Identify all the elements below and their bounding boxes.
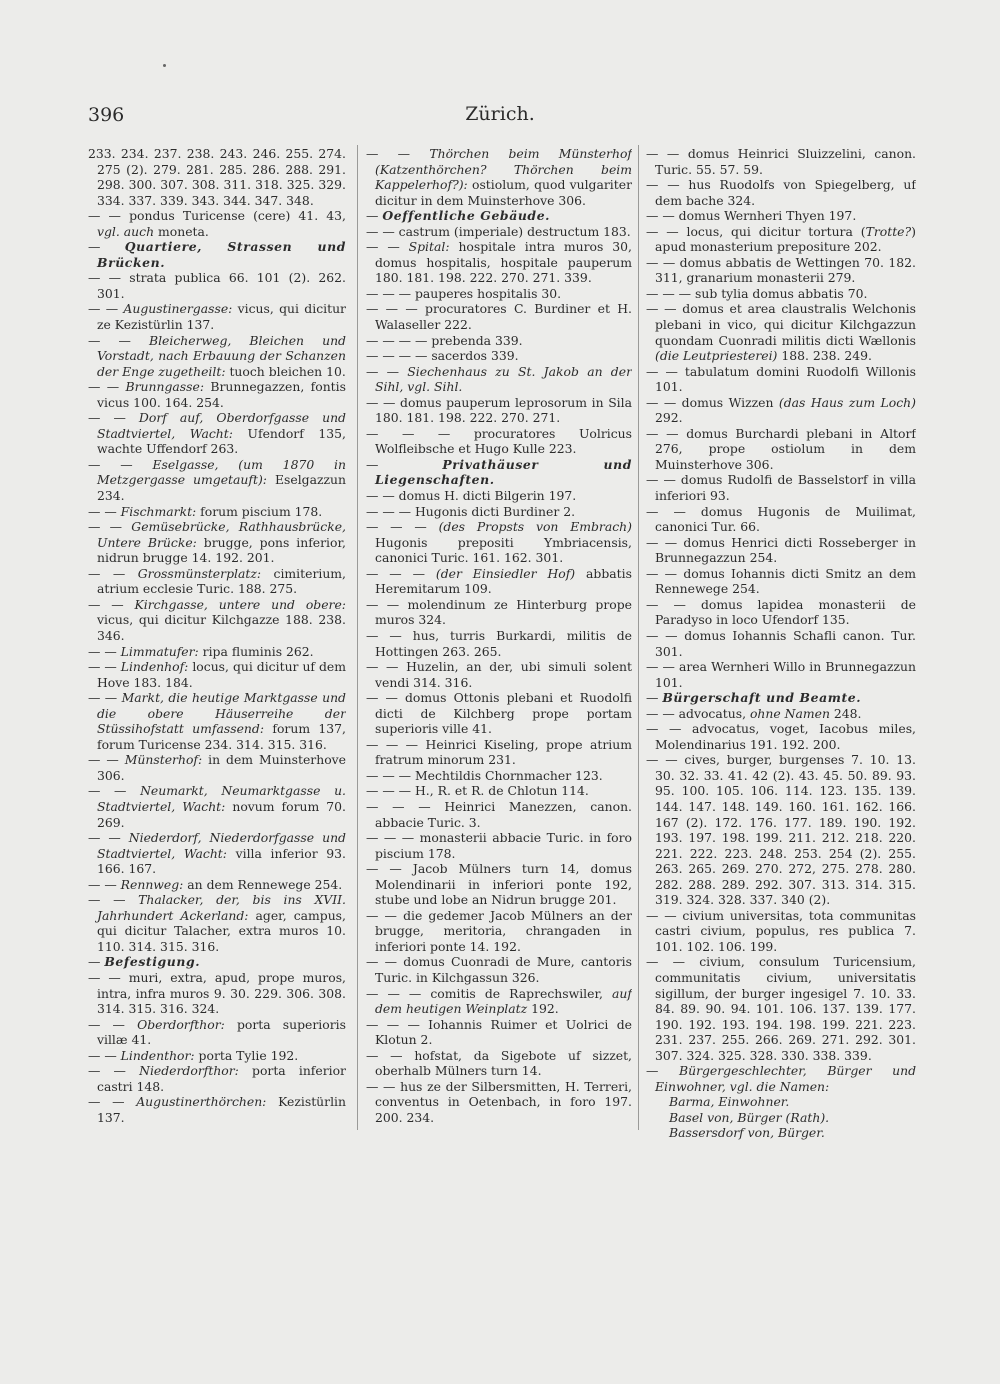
- entry-text: — — — Heinrici Kiseling, prope atrium fratrum minorum 231.: [366, 736, 632, 768]
- entry-text: abbatis Heremitarum 109.: [375, 565, 632, 597]
- column-divider: [357, 145, 358, 1130]
- index-entry: [646, 721, 916, 752]
- entry-text: — — — sub tylia domus abbatis 70.: [646, 285, 868, 301]
- entry-text: — — civium, consulum Turicensium, communitatis civium, universitatis sigillum, der burger ingesigel 7. 10. 33. 84. 89. 90. 94. 101. 106. 137. 139. 177. 190. 192. 193. 194. 198. 199. 221. 223. 231. 237. 255. 266. 269. 271. 292. 301. 307. 324. 325. 328. 330. 338. 339.: [646, 954, 916, 1063]
- entry-text: porta Tylie 192.: [194, 1047, 299, 1063]
- entry-text: locus, qui dicitur uf dem Hove 183. 184.: [97, 659, 346, 690]
- index-column-3: [646, 146, 916, 1146]
- index-entry: [366, 908, 632, 955]
- entry-text: — — domus Iohannis dicti Smitz an dem Rennewege 254.: [646, 565, 916, 597]
- entry-text: Limmatufer:: [120, 643, 199, 659]
- entry-text: — —: [88, 830, 129, 846]
- index-entry: [88, 954, 346, 970]
- index-entry: [366, 768, 632, 784]
- entry-text: — —: [366, 146, 430, 161]
- entry-text: 248.: [829, 705, 862, 721]
- entry-text: hospitale intra muros 30, domus hospitalis, hospitale pauperum 180. 181. 198. 222. 270. 271. 339.: [375, 239, 632, 286]
- entry-text: brugge, pons inferior, nidrun brugge 14. 192. 201.: [97, 534, 346, 566]
- entry-text: Fischmarkt:: [120, 503, 197, 519]
- entry-text: Grossmünsterplatz:: [137, 565, 262, 581]
- index-entry: [366, 799, 632, 830]
- index-entry: [88, 690, 346, 752]
- entry-text: Lindenhof:: [120, 659, 189, 675]
- entry-text: — — castrum (imperiale) destructum 183.: [366, 223, 631, 239]
- entry-text: cimiterium, atrium ecclesie Turic. 188. 275.: [97, 565, 346, 597]
- index-entry: [646, 566, 916, 597]
- entry-text: — — —: [366, 565, 436, 581]
- entry-text: — — advocatus, voget, Iacobus miles, Molendinarius 191. 192. 200.: [646, 721, 916, 752]
- page-title: Zürich.: [465, 103, 535, 125]
- index-entry: [646, 146, 916, 177]
- index-entry: [646, 177, 916, 208]
- index-entry: [88, 239, 346, 270]
- entry-text: — — domus Hugonis de Muilimat, canonici Tur. 66.: [646, 503, 916, 535]
- entry-text: — — hus Ruodolfs von Spiegelberg, uf dem bache 324.: [646, 177, 916, 208]
- index-entry: [366, 737, 632, 768]
- index-entry: [366, 566, 632, 597]
- entry-text: vgl. auch: [97, 223, 155, 239]
- index-entry: [366, 224, 632, 240]
- entry-text: — — — comitis de Raprechswiler,: [366, 985, 613, 1001]
- index-entry: [88, 752, 346, 783]
- entry-text: Spital:: [408, 239, 450, 255]
- index-entry: [88, 659, 346, 690]
- index-entry: [646, 224, 916, 255]
- entry-text: — —: [88, 596, 135, 612]
- entry-text: vicus, qui dicitur Kilchgazze 188. 238. 346.: [97, 612, 346, 643]
- index-entry: [646, 597, 916, 628]
- entry-text: — — domus Henrici dicti Rosseberger in Brunnegazzun 254.: [646, 534, 916, 566]
- index-entry: [646, 395, 916, 426]
- entry-text: — — — procuratores Uolricus Wolfleibsche et Hugo Kulle 223.: [366, 425, 632, 457]
- index-entry: [646, 255, 916, 286]
- index-entry: [646, 535, 916, 566]
- entry-text: — —: [88, 752, 125, 768]
- index-entry: [366, 597, 632, 628]
- entry-text: Barma, Einwohner.: [669, 1094, 790, 1110]
- entry-text: — —: [88, 1016, 138, 1032]
- index-entry: [88, 830, 346, 877]
- entry-text: — — domus lapidea monasterii de Paradyso in loco Ufendorf 135.: [646, 596, 916, 628]
- index-entry: [88, 1094, 346, 1125]
- entry-text: — — locus, qui dicitur tortura (: [646, 223, 866, 239]
- entry-text: Markt, die heutige Marktgasse und die obere Häuserreihe der Stüssihofstatt umfassend:: [97, 690, 346, 737]
- entry-text: — — domus Burchardi plebani in Altorf 276, prope ostiolum in dem Muinsterhove 306.: [646, 425, 916, 472]
- index-entry: [366, 504, 632, 520]
- entry-text: Eselgazzun 234.: [97, 472, 346, 504]
- entry-text: — — domus et area claustralis Welchonis plebani in vico, qui dicitur Kilchgazzun quondam Cuonradi militis dicti Wællonis: [646, 301, 916, 348]
- index-entry: [88, 892, 346, 954]
- entry-text: porta superioris villæ 41.: [97, 1016, 346, 1048]
- index-entry: [646, 364, 916, 395]
- entry-text: ) apud monasterium prepositure 202.: [655, 223, 916, 255]
- entry-text: ager, campus, qui dicitur Talacher, extra muros 10. 110. 314. 315. 316.: [97, 907, 346, 954]
- index-entry: [646, 208, 916, 224]
- index-entry: [646, 1063, 916, 1094]
- entry-text: 188. 238. 249.: [777, 348, 872, 364]
- index-entry: [366, 690, 632, 737]
- index-entry: [646, 706, 916, 722]
- entry-text: Bürgergeschlechter, Bürger und Einwohner, vgl. die Namen:: [655, 1063, 916, 1094]
- entry-text: Bleicherweg, Bleichen und Vorstadt, nach Erbauung der Schanzen der Enge zugetheilt:: [97, 332, 346, 379]
- index-entry: [366, 659, 632, 690]
- entry-text: — — cives, burger, burgenses 7. 10. 13. 30. 32. 33. 41. 42 (2). 43. 45. 50. 89. 93. 95. 100. 105. 106. 114. 123. 135. 139. 144. 147. 148. 149. 160. 161. 162. 166. 167 (2). 172. 176. 177. 189. 190. 192. 193. 197. 198. 199. 211. 212. 218. 220. 221. 222. 223. 248. 253. 254 (2). 255. 263. 265. 269. 270. 272, 275. 278. 280. 282. 288. 289. 292. 307. 313. 314. 315. 319. 324. 328. 337. 340 (2).: [646, 752, 916, 908]
- entry-text: — —: [88, 690, 122, 706]
- entry-text: — — domus Cuonradi de Mure, cantoris Turic. in Kilchgassun 326.: [366, 954, 632, 985]
- entry-text: —: [88, 239, 125, 255]
- entry-text: — —: [366, 363, 408, 379]
- entry-text: ripa fluminis 262.: [198, 643, 314, 659]
- index-entry: [366, 146, 632, 208]
- entry-text: — — domus pauperum leprosorum in Sila 180. 181. 198. 222. 270. 271.: [366, 394, 632, 426]
- index-entry: [646, 504, 916, 535]
- entry-text: Brunngasse:: [125, 379, 205, 395]
- entry-text: — — domus Wernheri Thyen 197.: [646, 208, 857, 224]
- entry-text: — —: [88, 1094, 137, 1110]
- index-entry: [88, 410, 346, 457]
- index-entry: [88, 783, 346, 830]
- column-divider: [638, 145, 639, 1130]
- entry-text: —: [646, 690, 663, 706]
- entry-text: Lindenthor:: [120, 1047, 195, 1063]
- section-heading: Oeffentliche Gebäude.: [382, 208, 551, 224]
- entry-text: — — muri, extra, apud, prope muros, intra, infra muros 9. 30. 229. 306. 308. 314. 315. 316. 324.: [88, 969, 346, 1017]
- entry-text: — — domus Rudolfi de Basselstorf in villa inferiori 93.: [646, 472, 916, 504]
- entry-text: — — strata publica 66. 101 (2). 262. 301.: [88, 270, 346, 301]
- entry-text: — — tabulatum domini Ruodolfi Willonis 101.: [646, 363, 916, 395]
- index-entry: [366, 426, 632, 457]
- index-entry: [366, 1017, 632, 1048]
- entry-text: Augustinerthörchen:: [136, 1094, 267, 1110]
- entry-text: — — domus Iohannis Schafli canon. Tur. 301.: [646, 627, 916, 659]
- index-entry: [88, 208, 346, 239]
- index-entry: [646, 628, 916, 659]
- entry-text: — —: [88, 503, 121, 519]
- entry-text: novum forum 70. 269.: [97, 798, 346, 830]
- index-entry: [366, 1048, 632, 1079]
- entry-text: — —: [88, 379, 126, 395]
- index-entry: [88, 644, 346, 660]
- index-entry: [366, 628, 632, 659]
- entry-text: — — hus, turris Burkardi, militis de Hottingen 263. 265.: [366, 627, 632, 659]
- entry-text: (der Einsiedler Hof): [435, 565, 576, 581]
- index-entry: [366, 348, 632, 364]
- entry-text: — — — — sacerdos 339.: [366, 348, 519, 364]
- entry-text: — — hus ze der Silbersmitten, H. Terreri, conventus in Oetenbach, in foro 197. 200. 234.: [366, 1078, 632, 1125]
- entry-text: — —: [88, 892, 139, 908]
- entry-text: Niederdorf, Niederdorfgasse und Stadtviertel, Wacht:: [97, 830, 346, 861]
- index-entry: [366, 395, 632, 426]
- index-entry: [88, 1063, 346, 1094]
- entry-text: Ufendorf 135, wachte Uffendorf 263.: [97, 425, 346, 457]
- index-entry: [88, 1017, 346, 1048]
- entry-text: 233. 234. 237. 238. 243. 246. 255. 274. 275 (2). 279. 281. 285. 286. 288. 291. 298. 300. 307. 308. 311. 318. 325. 329. 334. 337. 339. 343. 344. 347. 348.: [88, 146, 346, 208]
- index-entry: [88, 301, 346, 332]
- entry-text: Brunnegazzen, fontis vicus 100. 164. 254.: [97, 379, 346, 410]
- entry-text: ostiolum, quod vulgariter dicitur in dem Muinsterhove 306.: [375, 177, 632, 208]
- index-entry: [646, 286, 916, 302]
- entry-text: Dorf auf, Oberdorfgasse und Stadtviertel, Wacht:: [97, 410, 346, 441]
- index-column-2: [366, 146, 632, 1146]
- entry-text: an dem Rennewege 254.: [183, 876, 343, 892]
- index-entry: [646, 690, 916, 706]
- entry-text: moneta.: [154, 223, 209, 239]
- entry-text: — — area Wernheri Willo in Brunnegazzun 101.: [646, 659, 916, 690]
- entry-text: forum 137, forum Turicense 234. 314. 315. 316.: [97, 721, 346, 752]
- entry-text: —: [646, 1063, 679, 1079]
- entry-text: Neumarkt, Neumarktgasse u. Stadtviertel, Wacht:: [97, 783, 346, 814]
- index-entry: [646, 659, 916, 690]
- entry-text: — — —: [366, 519, 439, 535]
- entry-text: villa inferior 93. 166. 167.: [97, 845, 346, 877]
- index-entry: [366, 364, 632, 395]
- index-entry: [88, 270, 346, 301]
- index-entry: [366, 457, 632, 488]
- entry-text: — —: [88, 783, 141, 799]
- entry-text: Niederdorfthor:: [139, 1063, 239, 1079]
- index-entry: [366, 954, 632, 985]
- entry-text: auf dem heutigen Weinplatz: [375, 985, 632, 1017]
- entry-text: Rennweg:: [120, 876, 184, 892]
- entry-text: 192.: [527, 1001, 559, 1017]
- index-entry: [366, 861, 632, 908]
- entry-text: Münsterhof:: [124, 752, 203, 768]
- index-entry: [366, 208, 632, 224]
- entry-text: Thörchen beim Münsterhof (Katzenthörchen? Thörchen beim Kappelerhof?):: [375, 146, 632, 193]
- entry-text: — — advocatus,: [646, 705, 750, 721]
- entry-text: — — — H., R. et R. de Chlotun 114.: [366, 783, 589, 799]
- index-entry: [366, 986, 632, 1017]
- entry-text: —: [366, 208, 383, 224]
- entry-text: — — domus Ottonis plebani et Ruodolfi dicti de Kilchberg prope portam superioris ville 41.: [366, 690, 632, 737]
- index-entry: [88, 519, 346, 566]
- entry-text: — — die gedemer Jacob Mülners an der brugge, meritoria, chrangaden in inferiori ponte 14. 192.: [366, 907, 632, 954]
- index-entry: [646, 472, 916, 503]
- entry-text: — — pondus Turicense (cere) 41. 43,: [88, 208, 346, 224]
- entry-text: — — domus Heinrici Sluizzelini, canon. Turic. 55. 57. 59.: [646, 146, 916, 177]
- index-entry: [88, 333, 346, 380]
- entry-text: Kirchgasse, untere und obere:: [134, 596, 346, 612]
- entry-text: Kezistürlin 137.: [97, 1094, 346, 1125]
- entry-text: — —: [88, 659, 121, 675]
- entry-text: Eselgasse, (um 1870 in Metzgergasse umgetauft):: [97, 456, 346, 488]
- entry-text: Bassersdorf von, Bürger.: [669, 1125, 825, 1141]
- index-entry: [366, 239, 632, 286]
- index-entry: [646, 908, 916, 955]
- page-number: 396: [88, 104, 125, 126]
- entry-text: — — domus Wizzen: [646, 394, 779, 410]
- index-entry: [366, 488, 632, 504]
- section-heading: Bürgerschaft und Beamte.: [662, 690, 862, 706]
- index-entry: [366, 1079, 632, 1126]
- entry-text: — — — procuratores C. Burdiner et H. Walaseller 222.: [366, 301, 632, 333]
- index-entry: [646, 1110, 916, 1126]
- entry-text: — — Huzelin, an der, ubi simuli solent vendi 314. 316.: [366, 659, 632, 690]
- index-entry: [88, 457, 346, 504]
- section-heading: Quartiere, Strassen und Brücken.: [97, 239, 346, 270]
- index-entry: [88, 379, 346, 410]
- index-entry: [88, 970, 346, 1017]
- entry-text: vicus, qui dicitur ze Kezistürlin 137.: [97, 301, 346, 333]
- section-heading: Privathäuser und Liegenschaften.: [375, 456, 632, 488]
- index-entry: [646, 1125, 916, 1141]
- entry-text: — —: [88, 565, 138, 581]
- entry-text: ohne Namen: [749, 705, 830, 721]
- entry-text: — — — — prebenda 339.: [366, 332, 523, 348]
- entry-text: — — — pauperes hospitalis 30.: [366, 285, 562, 301]
- index-entry: [366, 333, 632, 349]
- entry-text: — —: [366, 239, 409, 255]
- index-entry: [646, 954, 916, 1063]
- entry-text: Oberdorfthor:: [137, 1016, 225, 1032]
- entry-text: Thalacker, der, bis ins XVII. Jahrhundert Ackerland:: [97, 892, 346, 923]
- entry-text: Siechenhaus zu St. Jakob an der Sihl, vgl. Sihl.: [375, 363, 632, 395]
- entry-text: (des Propsts von Embrach): [438, 519, 632, 535]
- entry-text: — — Jacob Mülners turn 14, domus Molendinarii in inferiori ponte 192, stube und lobe an Nidrun brugge 201.: [366, 861, 632, 908]
- index-entry: [366, 286, 632, 302]
- entry-text: Basel von, Bürger (Rath).: [669, 1109, 830, 1125]
- entry-text: — —: [88, 456, 153, 472]
- entry-text: — — — monasterii abbacie Turic. in foro piscium 178.: [366, 830, 632, 861]
- entry-text: — —: [88, 643, 121, 659]
- entry-text: — —: [88, 410, 139, 426]
- index-entry: [646, 752, 916, 907]
- entry-text: Augustinergasse:: [123, 301, 233, 317]
- entry-text: — — — Hugonis dicti Burdiner 2.: [366, 503, 576, 519]
- index-entry: [88, 877, 346, 893]
- index-column-1: [88, 146, 346, 1146]
- index-entry: [366, 830, 632, 861]
- entry-text: forum piscium 178.: [196, 503, 323, 519]
- entry-text: — — — Mechtildis Chornmacher 123.: [366, 767, 603, 783]
- entry-text: Trotte?: [865, 223, 912, 239]
- entry-text: — —: [88, 1047, 121, 1063]
- entry-text: — — — Heinrici Manezzen, canon. abbacie Turic. 3.: [366, 798, 632, 830]
- entry-text: — —: [88, 876, 121, 892]
- entry-text: —: [88, 954, 105, 970]
- entry-text: — —: [88, 332, 149, 348]
- section-heading: Befestigung.: [104, 954, 201, 970]
- entry-text: — — molendinum ze Hinterburg prope muros 324.: [366, 596, 632, 628]
- entry-text: Hugonis prepositi Ymbriacensis, canonici Turic. 161. 162. 301.: [375, 534, 632, 566]
- index-entry: [88, 1048, 346, 1064]
- index-entry: [88, 504, 346, 520]
- index-entry: [646, 426, 916, 473]
- index-entry: [88, 597, 346, 644]
- entry-text: — — hofstat, da Sigebote uf sizzet, oberhalb Mülners turn 14.: [366, 1047, 632, 1079]
- ink-speck: [163, 64, 166, 67]
- entry-text: — — — Iohannis Ruimer et Uolrici de Klotun 2.: [366, 1016, 632, 1048]
- index-entry: [366, 783, 632, 799]
- entry-text: — — domus H. dicti Bilgerin 197.: [366, 488, 577, 504]
- entry-text: Gemüsebrücke, Rathhausbrücke, Untere Brücke:: [97, 519, 346, 550]
- index-entry: [88, 146, 346, 208]
- entry-text: (das Haus zum Loch): [778, 394, 916, 410]
- index-entry: [366, 519, 632, 566]
- entry-text: — —: [88, 519, 132, 535]
- entry-text: in dem Muinsterhove 306.: [97, 752, 346, 783]
- entry-text: —: [366, 456, 443, 472]
- index-entry: [646, 1094, 916, 1110]
- index-entry: [646, 301, 916, 363]
- index-entry: [88, 566, 346, 597]
- entry-text: — — domus abbatis de Wettingen 70. 182. 311, granarium monasterii 279.: [646, 254, 916, 286]
- entry-text: porta inferior castri 148.: [97, 1063, 346, 1094]
- entry-text: — —: [88, 1063, 140, 1079]
- entry-text: 292.: [655, 410, 683, 426]
- entry-text: — — civium universitas, tota communitas castri civium, populus, res publica 7. 101. 102. 106. 199.: [646, 907, 916, 954]
- entry-text: (die Leutpriesterei): [655, 348, 778, 364]
- entry-text: tuoch bleichen 10.: [225, 363, 346, 379]
- index-entry: [366, 301, 632, 332]
- entry-text: — —: [88, 301, 124, 317]
